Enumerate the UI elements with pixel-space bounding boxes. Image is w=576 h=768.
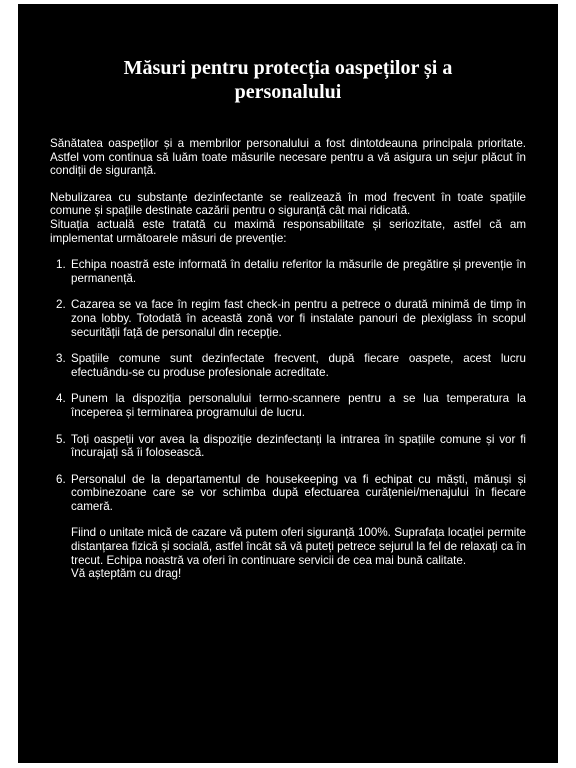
measure-item bbox=[50, 258, 526, 285]
measure-number: 3. bbox=[56, 352, 66, 366]
measure-text: Punem la dispoziția personalului termo-scannere pentru a se lua temperatura la începerea și terminarea programului de lucru. bbox=[71, 392, 526, 419]
measure-item bbox=[50, 392, 526, 419]
notice-title: Măsuri pentru protecția oaspeților și a personalului bbox=[123, 57, 453, 103]
measure-item bbox=[50, 352, 526, 379]
nebulization-paragraph: Nebulizarea cu substanțe dezinfectante se realizează în mod frecvent în toate spațiile comune și spațiile destinate cazării pentru o siguranță cât mai ridicată. bbox=[50, 190, 526, 218]
measure-number: 4. bbox=[56, 392, 66, 406]
measure-number: 5. bbox=[56, 432, 66, 446]
measure-number: 6. bbox=[56, 472, 66, 486]
measure-text: Personalul de la departamentul de housekeeping va fi echipat cu măști, mănuși și combinezoane care se vor schimba după efectuarea curățeniei/menajului în fiecare cameră. bbox=[71, 472, 526, 513]
measure-text: Cazarea se va face în regim fast check-in pentru a petrece o durată minimă de timp în zona lobby. Totodată în această zonă vor fi instalate panouri de plexiglass în scopul securității față de personalul din recepție. bbox=[71, 298, 526, 339]
closing-block bbox=[50, 526, 526, 580]
measure-item bbox=[50, 298, 526, 339]
closing-paragraph: Fiind o unitate mică de cazare vă putem oferi siguranță 100%. Suprafața locației permite distanțarea fizică și socială, astfel încât să vă puteți petrece sejurul la fel de relaxați ca în trecut. Echipa noastră va oferi în continuare servicii de cea mai bună calitate. bbox=[71, 526, 526, 567]
notice-body bbox=[50, 137, 526, 581]
measure-text: Spațiile comune sunt dezinfectate frecvent, după fiecare oaspete, acest lucru efectuându-se cu produse profesionale acreditate. bbox=[71, 352, 526, 379]
measures-list bbox=[50, 258, 526, 513]
measure-text: Toți oaspeții vor avea la dispoziție dezinfectanți la intrarea în spațiile comune și vor fi încurajați să îi folosească. bbox=[71, 432, 526, 460]
measure-text: Echipa noastră este informată în detaliu referitor la măsurile de pregătire și prevenție în permanență. bbox=[71, 258, 526, 285]
notice-sheet bbox=[18, 4, 558, 763]
intro-paragraph: Sănătatea oaspeților și a membrilor personalului a fost dintotdeauna principala prioritate. Astfel vom continua să luăm toate măsurile necesare pentru a vă asigura un sejur plăcut în condiții de siguranță. bbox=[50, 137, 526, 178]
measure-item bbox=[50, 433, 526, 460]
situation-paragraph: Situația actuală este tratată cu maximă responsabilitate și seriozitate, astfel că am implementat următoarele măsuri de prevenție: bbox=[50, 217, 526, 245]
measure-number: 1. bbox=[56, 258, 66, 272]
measure-item bbox=[50, 473, 526, 514]
measure-number: 2. bbox=[56, 298, 66, 312]
sign-off: Vă așteptăm cu drag! bbox=[71, 567, 182, 581]
